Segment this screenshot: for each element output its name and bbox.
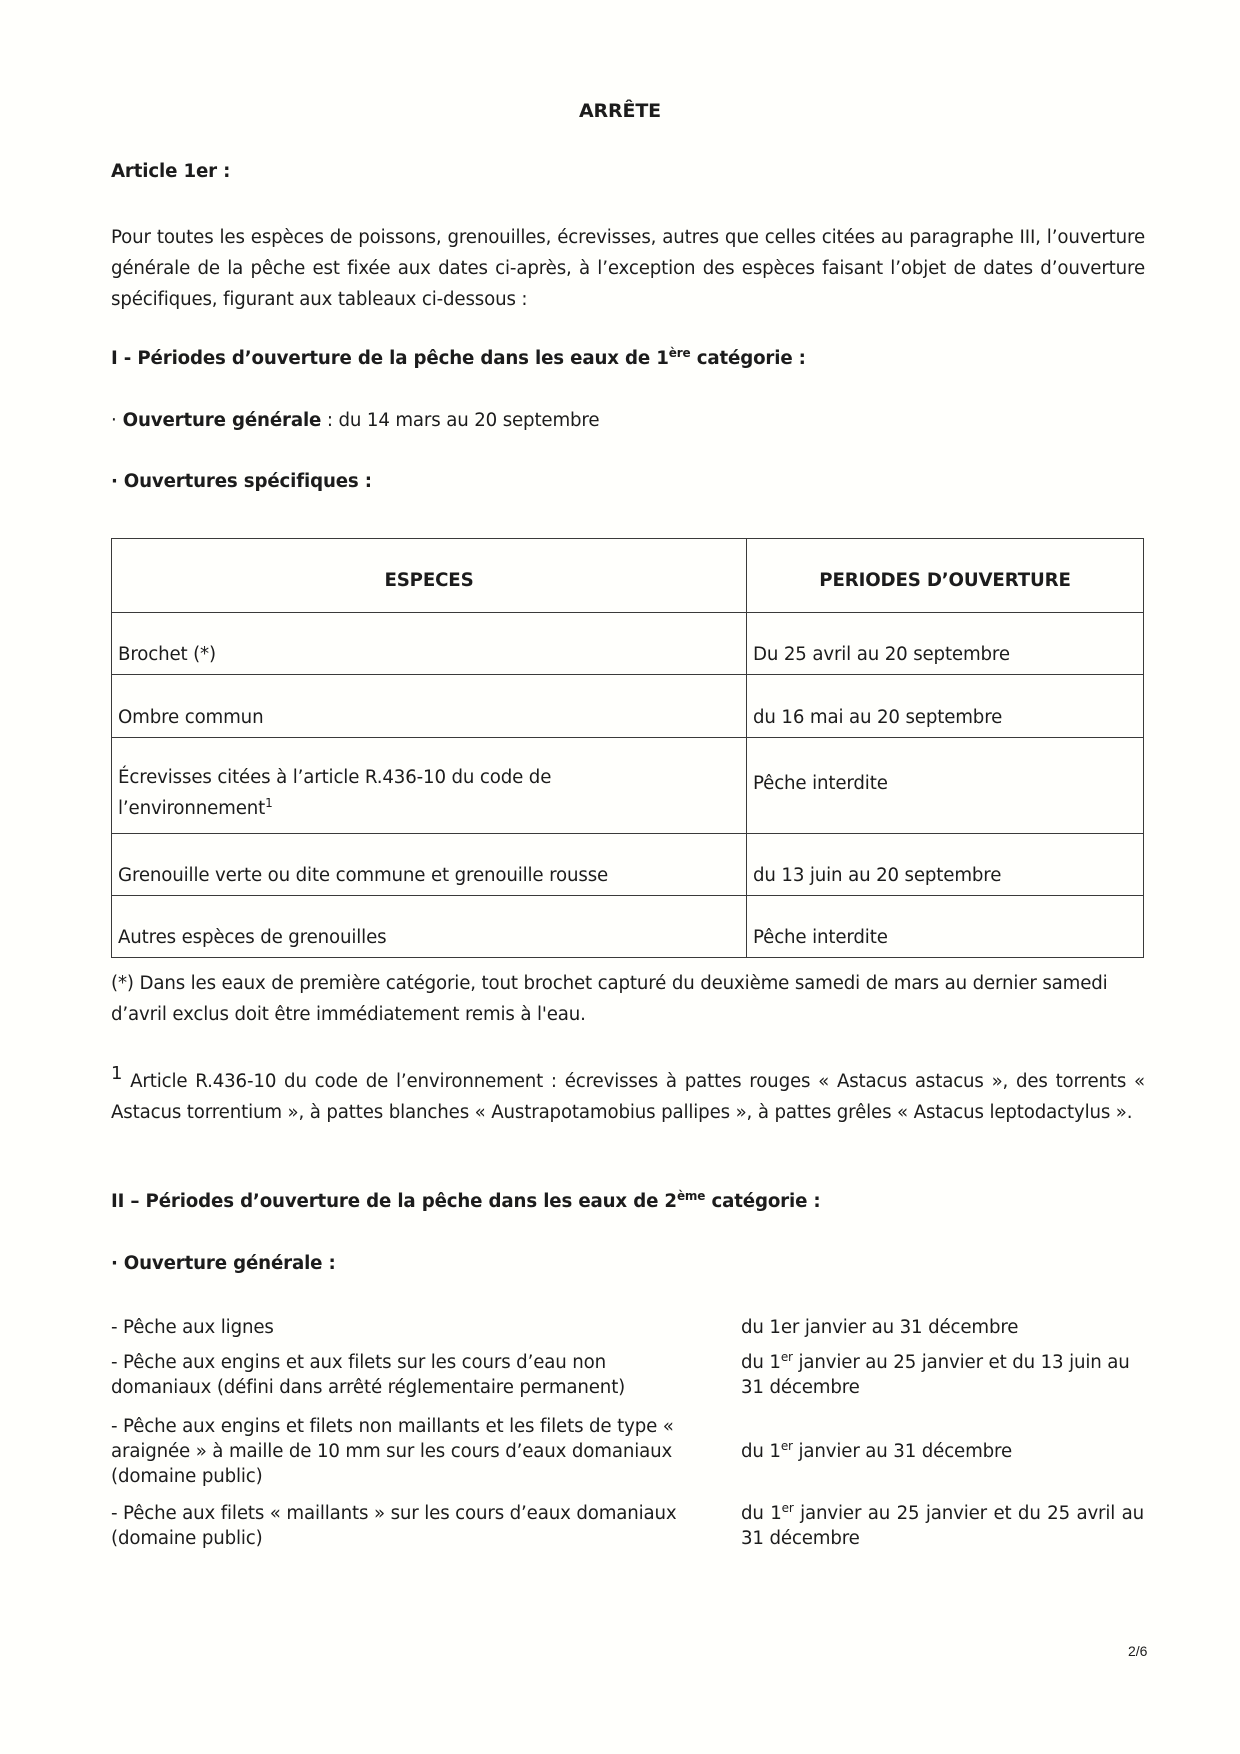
table-header-species: ESPECES [112, 539, 747, 613]
section-2-general-heading [111, 1255, 336, 1273]
species-line-2: l’environnement [118, 798, 266, 819]
intro-paragraph: Pour toutes les espèces de poissons, grenouilles, écrevisses, autres que celles citées au paragraphe III, l’ouverture générale de la pêche est fixée aux dates ci-après, à l’exception des espèces faisant l’objet de dates d’ouverture spécifiques, figurant aux tableaux ci-dessous : [111, 227, 1145, 310]
species-line-1: Écrevisses citées à l’article R.436-10 du code de [118, 767, 552, 788]
page-number: 2/6 [1128, 1643, 1148, 1659]
fishing-period-sup: er [780, 1350, 793, 1364]
article-heading: Article 1er : [111, 161, 231, 182]
fishing-period-text: du 1er janvier au 31 décembre [741, 1317, 1019, 1338]
section-2-heading [111, 1189, 821, 1212]
section-2-heading-sup: ème [676, 1189, 706, 1203]
species-cell: Brochet (*) [112, 613, 747, 675]
section-1-specific-heading [111, 473, 372, 491]
table-row [112, 896, 1144, 958]
bullet-icon: · [111, 471, 118, 492]
period-cell: Du 25 avril au 20 septembre [747, 613, 1144, 675]
document-title: ARRÊTE [579, 100, 661, 122]
bullet-icon: · [111, 1253, 118, 1274]
section-1-heading-suffix: catégorie : [690, 348, 806, 369]
species-cell [112, 738, 747, 834]
table-row [112, 738, 1144, 834]
period-cell: Pêche interdite [747, 896, 1144, 958]
section-1-heading [111, 346, 806, 369]
fishing-period [741, 1501, 1144, 1551]
fishing-period [741, 1439, 1144, 1464]
species-periods-table [111, 538, 1144, 958]
fishing-period-suffix: janvier au 31 décembre [792, 1441, 1013, 1462]
section-1-heading-prefix: I - Périodes d’ouverture de la pêche dans les eaux de 1 [111, 348, 669, 369]
table-header-periods: PERIODES D’OUVERTURE [747, 539, 1144, 613]
footnote-1-text: Article R.436-10 du code de l’environnement : écrevisses à pattes rouges « Astacus astacus », des torrents « Astacus torrentium », à pattes blanches « Austrapotamobius pallipes », à pattes grêles « Astacus leptodactylus ». [111, 1071, 1145, 1123]
species-cell: Autres espèces de grenouilles [112, 896, 747, 958]
species-cell: Grenouille verte ou dite commune et grenouille rousse [112, 834, 747, 896]
fishing-period [741, 1350, 1144, 1400]
footnote-ref: 1 [265, 796, 273, 810]
bullet-icon: · [111, 410, 117, 431]
section-2-heading-prefix: II – Périodes d’ouverture de la pêche dans les eaux de 2 [111, 1191, 677, 1212]
fishing-period-sup: er [781, 1501, 794, 1515]
section-1-specific-label: Ouvertures spécifiques : [123, 471, 372, 492]
section-1-heading-sup: ère [668, 346, 691, 360]
footnote-1 [111, 1063, 1145, 1128]
section-1-general-opening [111, 412, 599, 430]
fishing-period-prefix: du 1 [741, 1352, 781, 1373]
section-2-heading-suffix: catégorie : [705, 1191, 821, 1212]
table-row [112, 675, 1144, 738]
section-2-general-label: Ouverture générale : [123, 1253, 336, 1274]
fishing-method: - Pêche aux filets « maillants » sur les cours d’eaux domaniaux (domaine public) [111, 1503, 677, 1549]
fishing-period-suffix: janvier au 25 janvier et du 25 avril au 31 décembre [741, 1503, 1145, 1549]
period-cell: du 13 juin au 20 septembre [747, 834, 1144, 896]
fishing-period-prefix: du 1 [741, 1503, 782, 1524]
table-header-row [112, 539, 1144, 613]
fishing-method: - Pêche aux engins et aux filets sur les cours d’eau non domaniaux (défini dans arrêté réglementaire permanent) [111, 1352, 626, 1398]
period-cell: Pêche interdite [747, 738, 1144, 834]
footnote-1-marker: 1 [111, 1063, 123, 1084]
section-1-general-value: : du 14 mars au 20 septembre [321, 410, 600, 431]
section-1-general-label: Ouverture générale [122, 410, 322, 431]
table-row [112, 613, 1144, 675]
fishing-period-sup: er [780, 1439, 793, 1453]
period-cell: du 16 mai au 20 septembre [747, 675, 1144, 738]
fishing-period-prefix: du 1 [741, 1441, 781, 1462]
fishing-method: - Pêche aux engins et filets non maillants et les filets de type « araignée » à maille de 10 mm sur les cours d’eaux domaniaux (domaine public) [111, 1416, 674, 1487]
species-cell: Ombre commun [112, 675, 747, 738]
table-row [112, 834, 1144, 896]
fishing-period-suffix: janvier au 25 janvier et du 13 juin au 31 décembre [741, 1352, 1130, 1398]
fishing-method: - Pêche aux lignes [111, 1317, 274, 1338]
fishing-period [741, 1315, 1144, 1340]
footnote-star: (*) Dans les eaux de première catégorie, tout brochet capturé du deuxième samedi de mars au dernier samedi d’avril exclus doit être immédiatement remis à l'eau. [111, 973, 1108, 1025]
